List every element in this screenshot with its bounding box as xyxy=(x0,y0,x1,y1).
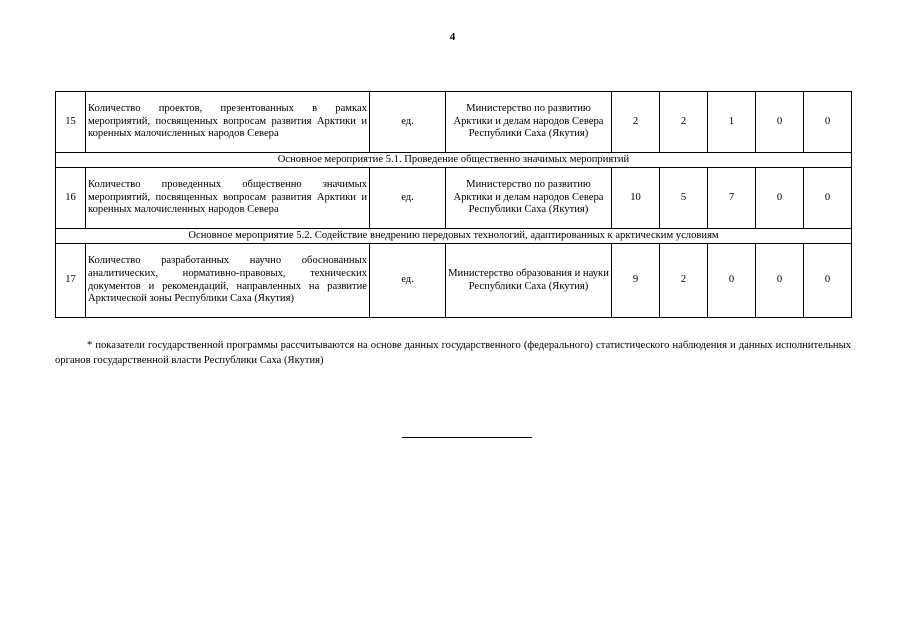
value-cell: 10 xyxy=(612,168,660,229)
page-number: 4 xyxy=(449,31,456,43)
footnote: * показатели государственной программы рассчитываются на основе данных государственного (федерального) статистического наблюдения и данных исполнительных органов государственной власти Республики Саха (Якутия) xyxy=(55,340,851,366)
unit-cell: ед. xyxy=(370,244,446,318)
section-title: Основное мероприятие 5.2. Содействие внедрению передовых технологий, адаптированных к арктическим условиям xyxy=(56,229,852,244)
value-cell: 0 xyxy=(804,244,852,318)
indicator-name: Количество проведенных общественно значимых мероприятий, посвященных вопросам развития Арктики и коренных малочисленных народов Севера xyxy=(86,168,370,229)
value-cell: 2 xyxy=(612,92,660,153)
row-number: 15 xyxy=(56,92,86,153)
executor-cell: Министерство образования и науки Республики Саха (Якутия) xyxy=(446,244,612,318)
value-cell: 0 xyxy=(756,92,804,153)
table-row xyxy=(56,92,852,153)
value-cell: 1 xyxy=(708,92,756,153)
value-cell: 9 xyxy=(612,244,660,318)
indicators-table xyxy=(55,91,852,318)
table-row xyxy=(56,168,852,229)
row-number: 16 xyxy=(56,168,86,229)
value-cell: 0 xyxy=(756,168,804,229)
executor-cell: Министерство по развитию Арктики и делам народов Севера Республики Саха (Якутия) xyxy=(446,168,612,229)
section-title: Основное мероприятие 5.1. Проведение общественно значимых мероприятий xyxy=(56,153,852,168)
value-cell: 2 xyxy=(660,92,708,153)
value-cell: 2 xyxy=(660,244,708,318)
section-row xyxy=(56,153,852,168)
footnote-rule xyxy=(402,437,532,438)
unit-cell: ед. xyxy=(370,92,446,153)
executor-cell: Министерство по развитию Арктики и делам народов Севера Республики Саха (Якутия) xyxy=(446,92,612,153)
value-cell: 0 xyxy=(756,244,804,318)
value-cell: 5 xyxy=(660,168,708,229)
row-number: 17 xyxy=(56,244,86,318)
value-cell: 7 xyxy=(708,168,756,229)
indicator-name: Количество проектов, презентованных в рамках мероприятий, посвященных вопросам развития Арктики и коренных малочисленных народов Севера xyxy=(86,92,370,153)
unit-cell: ед. xyxy=(370,168,446,229)
indicator-name: Количество разработанных научно обоснованных аналитических, нормативно-правовых, технических документов и рекомендаций, направленных на развитие Арктической зоны Республики Саха (Якутия) xyxy=(86,244,370,318)
section-row xyxy=(56,229,852,244)
value-cell: 0 xyxy=(804,92,852,153)
table-row xyxy=(56,244,852,318)
value-cell: 0 xyxy=(804,168,852,229)
value-cell: 0 xyxy=(708,244,756,318)
